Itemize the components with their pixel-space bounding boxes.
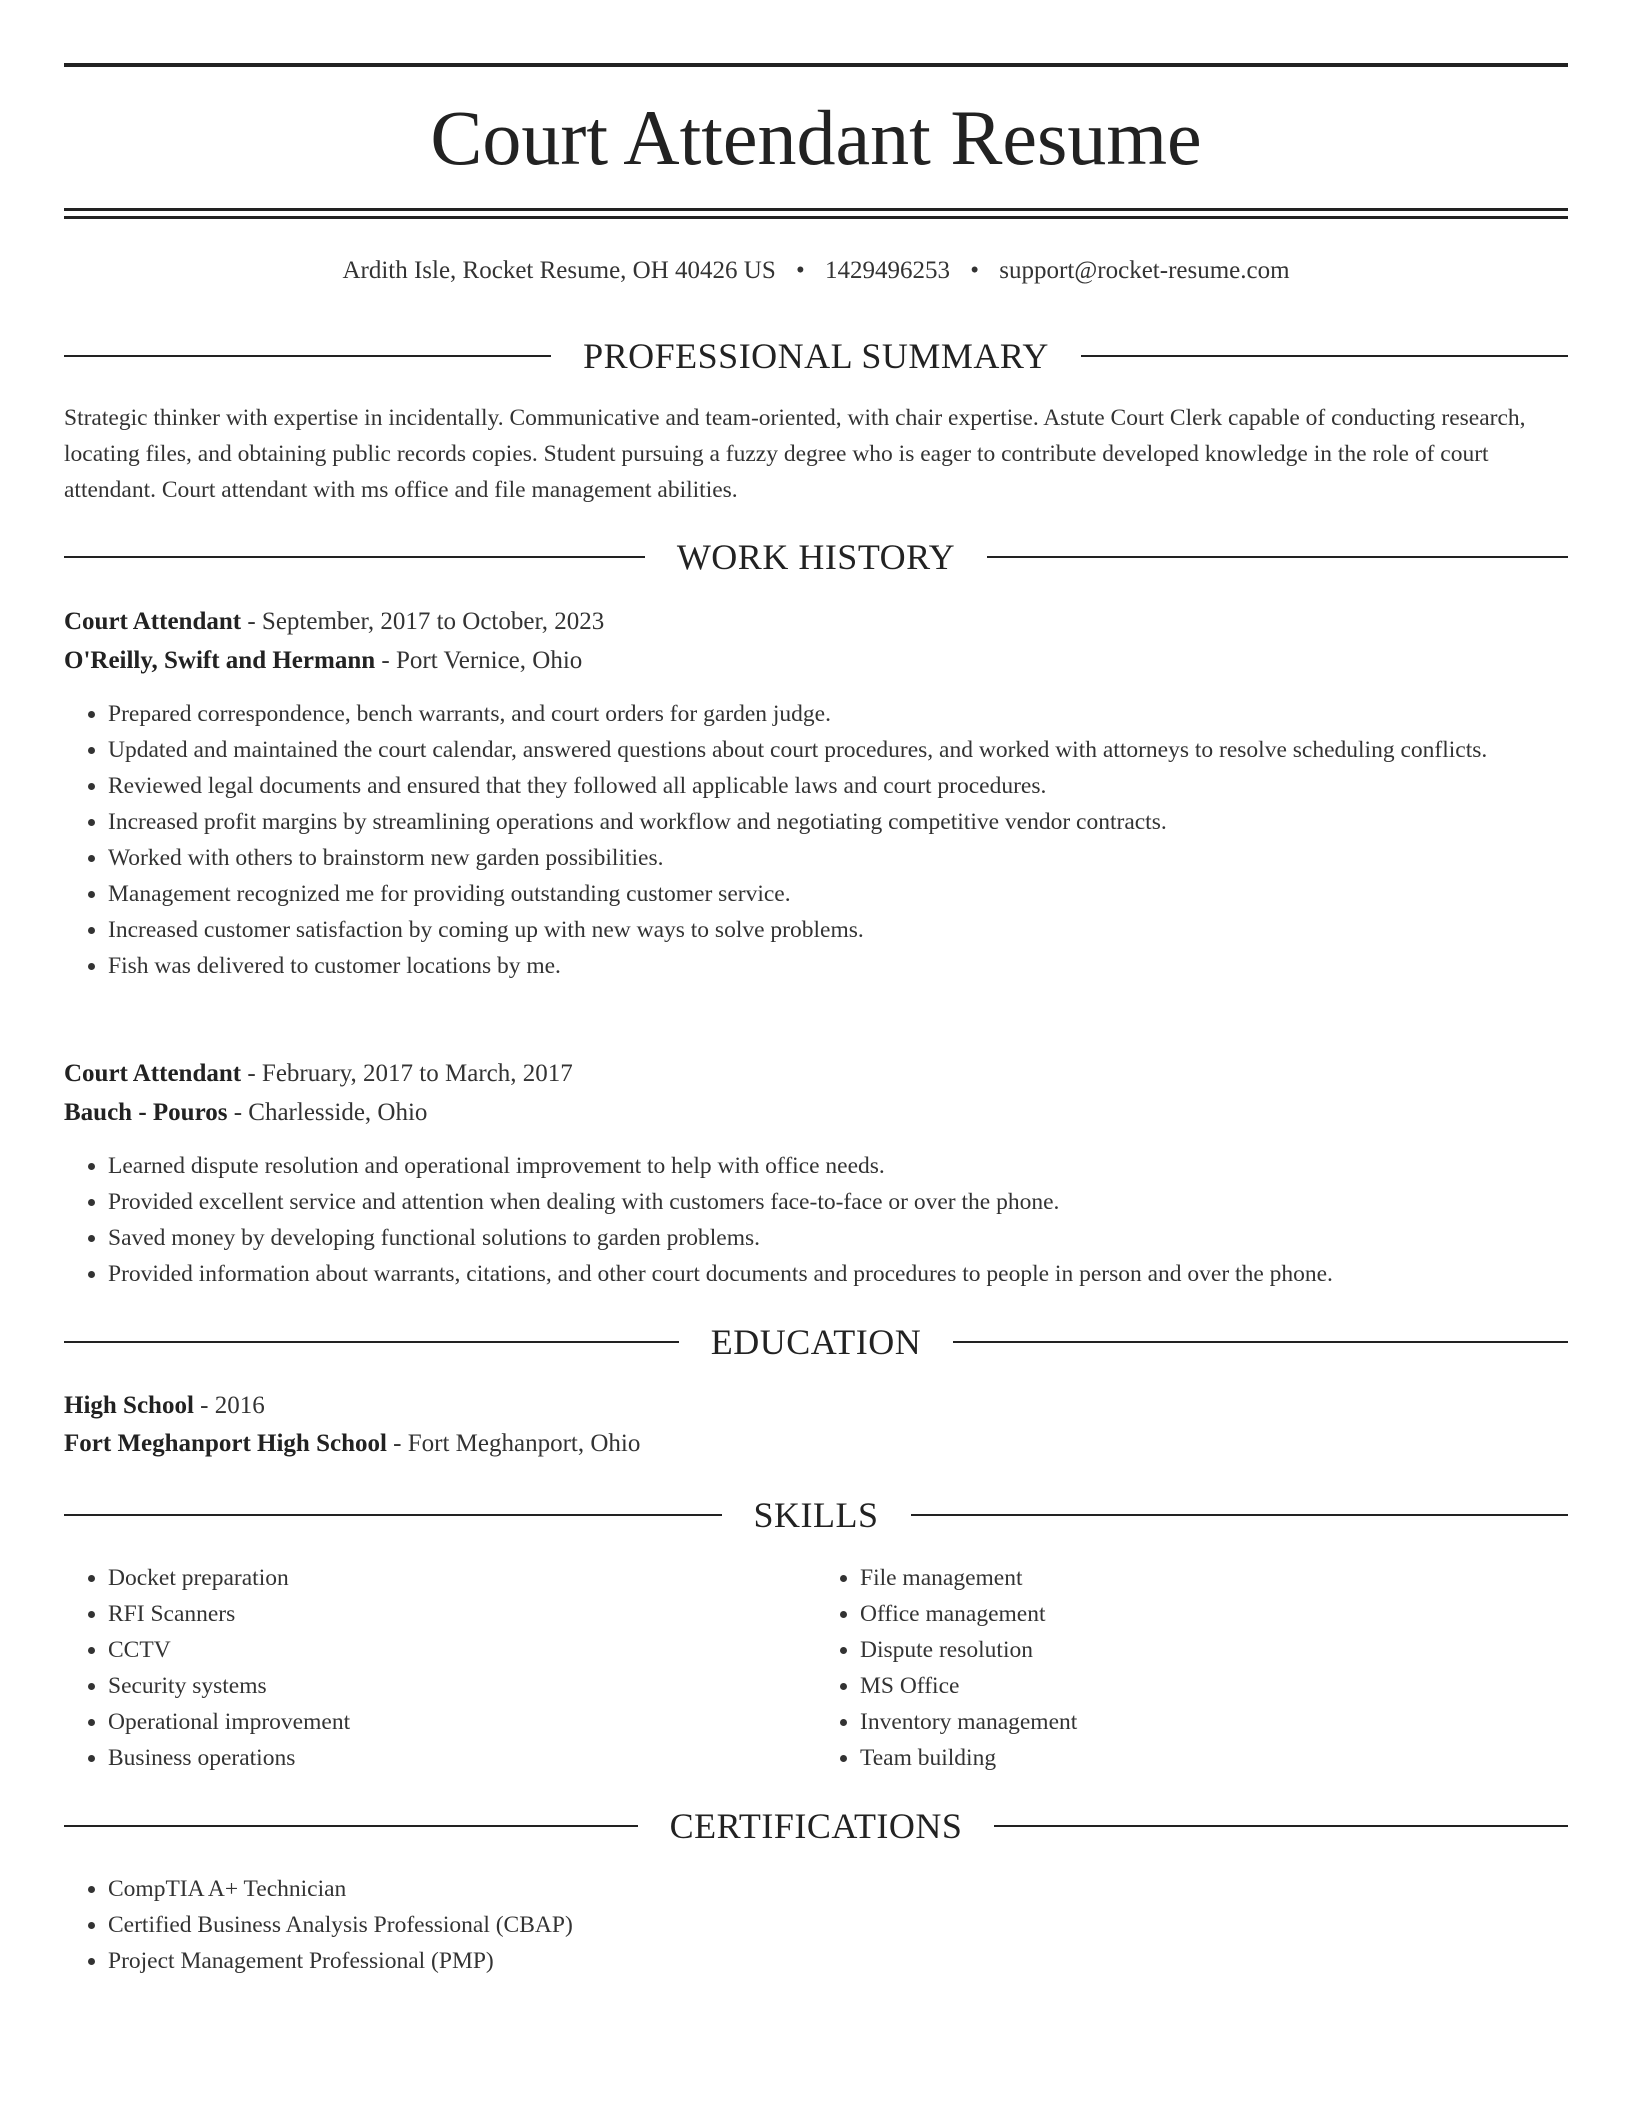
list-item: • Docket preparation [108,1560,816,1596]
section-rule [64,1514,722,1516]
section-header-skills [64,1493,1568,1537]
section-title-work: WORK HISTORY [676,537,956,577]
job-1-title-line [64,604,604,640]
list-item: • Management recognized me for providing outstanding customer service. [108,876,1568,912]
education-degree-line [64,1388,265,1424]
list-item: • Prepared correspondence, bench warrants, and court orders for garden judge. [108,696,1568,732]
contact-separator: • [795,257,805,284]
skills-left-list [64,1560,816,1776]
contact-email: support@rocket-resume.com [999,257,1290,284]
list-item: • Team building [860,1740,1568,1776]
section-rule [1081,355,1568,357]
job-location: - Charlesside, Ohio [227,1099,428,1126]
list-item: • Increased customer satisfaction by coming up with new ways to solve problems. [108,912,1568,948]
job-1-bullets [64,696,1568,984]
contact-line [64,254,1568,288]
list-item: • CompTIA A+ Technician [108,1871,1568,1907]
job-company: O'Reilly, Swift and Hermann [64,647,376,674]
resume-title: Court Attendant Resume [430,94,1202,181]
education-school-line [64,1426,640,1462]
section-rule [64,1825,638,1827]
contact-address: Ardith Isle, Rocket Resume, OH 40426 US [342,257,776,284]
section-title-education: EDUCATION [710,1322,922,1362]
list-item: • Provided excellent service and attention when dealing with customers face-to-face or over the phone. [108,1184,1568,1220]
job-title: Court Attendant [64,608,242,635]
section-rule [994,1825,1568,1827]
section-header-work [64,535,1568,579]
list-item: • Reviewed legal documents and ensured that they followed all applicable laws and court procedures. [108,768,1568,804]
contact-phone: 1429496253 [825,257,950,284]
list-item: • Updated and maintained the court calendar, answered questions about court procedures, and worked with attorneys to resolve scheduling conflicts. [108,732,1568,768]
list-item: • Security systems [108,1668,816,1704]
list-item: • Office management [860,1596,1568,1632]
job-2-title-line [64,1056,573,1092]
section-header-certifications [64,1804,1568,1848]
section-rule [64,1341,679,1343]
education-location: - Fort Meghanport, Ohio [386,1430,641,1457]
education-year: - 2016 [193,1392,265,1419]
job-2-bullets [64,1148,1568,1292]
list-item: • Operational improvement [108,1704,816,1740]
section-rule [987,556,1568,558]
list-item: • RFI Scanners [108,1596,816,1632]
education-degree: High School [64,1392,194,1419]
title-rule-upper [64,208,1568,211]
list-item: • Fish was delivered to customer locations by me. [108,948,1568,984]
job-2-company-line [64,1095,427,1131]
title-rule-lower [64,216,1568,219]
section-title-skills: SKILLS [753,1495,879,1535]
skills-right-list [816,1560,1568,1776]
section-rule [64,355,551,357]
job-location: - Port Vernice, Ohio [375,647,583,674]
section-header-education [64,1320,1568,1364]
list-item: • Provided information about warrants, citations, and other court documents and procedures to people in person and over the phone. [108,1256,1568,1292]
list-item: • Saved money by developing functional solutions to garden problems. [108,1220,1568,1256]
section-header-summary [64,334,1568,378]
skills-columns [64,1560,1568,1776]
list-item: • Certified Business Analysis Professional (CBAP) [108,1907,1568,1943]
certifications-list [64,1871,1568,1979]
top-rule [64,63,1568,67]
contact-separator: • [970,257,980,284]
job-company: Bauch - Pouros [64,1099,228,1126]
education-school: Fort Meghanport High School [64,1430,387,1457]
list-item: • Inventory management [860,1704,1568,1740]
list-item: • CCTV [108,1632,816,1668]
list-item: • Dispute resolution [860,1632,1568,1668]
section-title-certifications: CERTIFICATIONS [669,1806,963,1846]
list-item: • Learned dispute resolution and operational improvement to help with office needs. [108,1148,1568,1184]
section-rule [953,1341,1568,1343]
job-dates: - February, 2017 to March, 2017 [241,1060,573,1087]
job-dates: - September, 2017 to October, 2023 [241,608,605,635]
list-item: • Business operations [108,1740,816,1776]
list-item: • Project Management Professional (PMP) [108,1943,1568,1979]
summary-text: Strategic thinker with expertise in incidentally. Communicative and team-oriented, with chair expertise. Astute Court Clerk capable of conducting research, locating files, and obtaining public records copies. Student pursuing a fuzzy degree who is eager to contribute developed knowledge in the role of court attendant. Court attendant with ms office and file management abilities. [64,405,1526,503]
job-title: Court Attendant [64,1060,242,1087]
list-item: • File management [860,1560,1568,1596]
job-1-company-line [64,643,582,679]
list-item: • MS Office [860,1668,1568,1704]
section-rule [911,1514,1569,1516]
section-title-summary: PROFESSIONAL SUMMARY [583,336,1049,376]
list-item: • Increased profit margins by streamlining operations and workflow and negotiating competitive vendor contracts. [108,804,1568,840]
list-item: • Worked with others to brainstorm new garden possibilities. [108,840,1568,876]
section-rule [64,556,645,558]
